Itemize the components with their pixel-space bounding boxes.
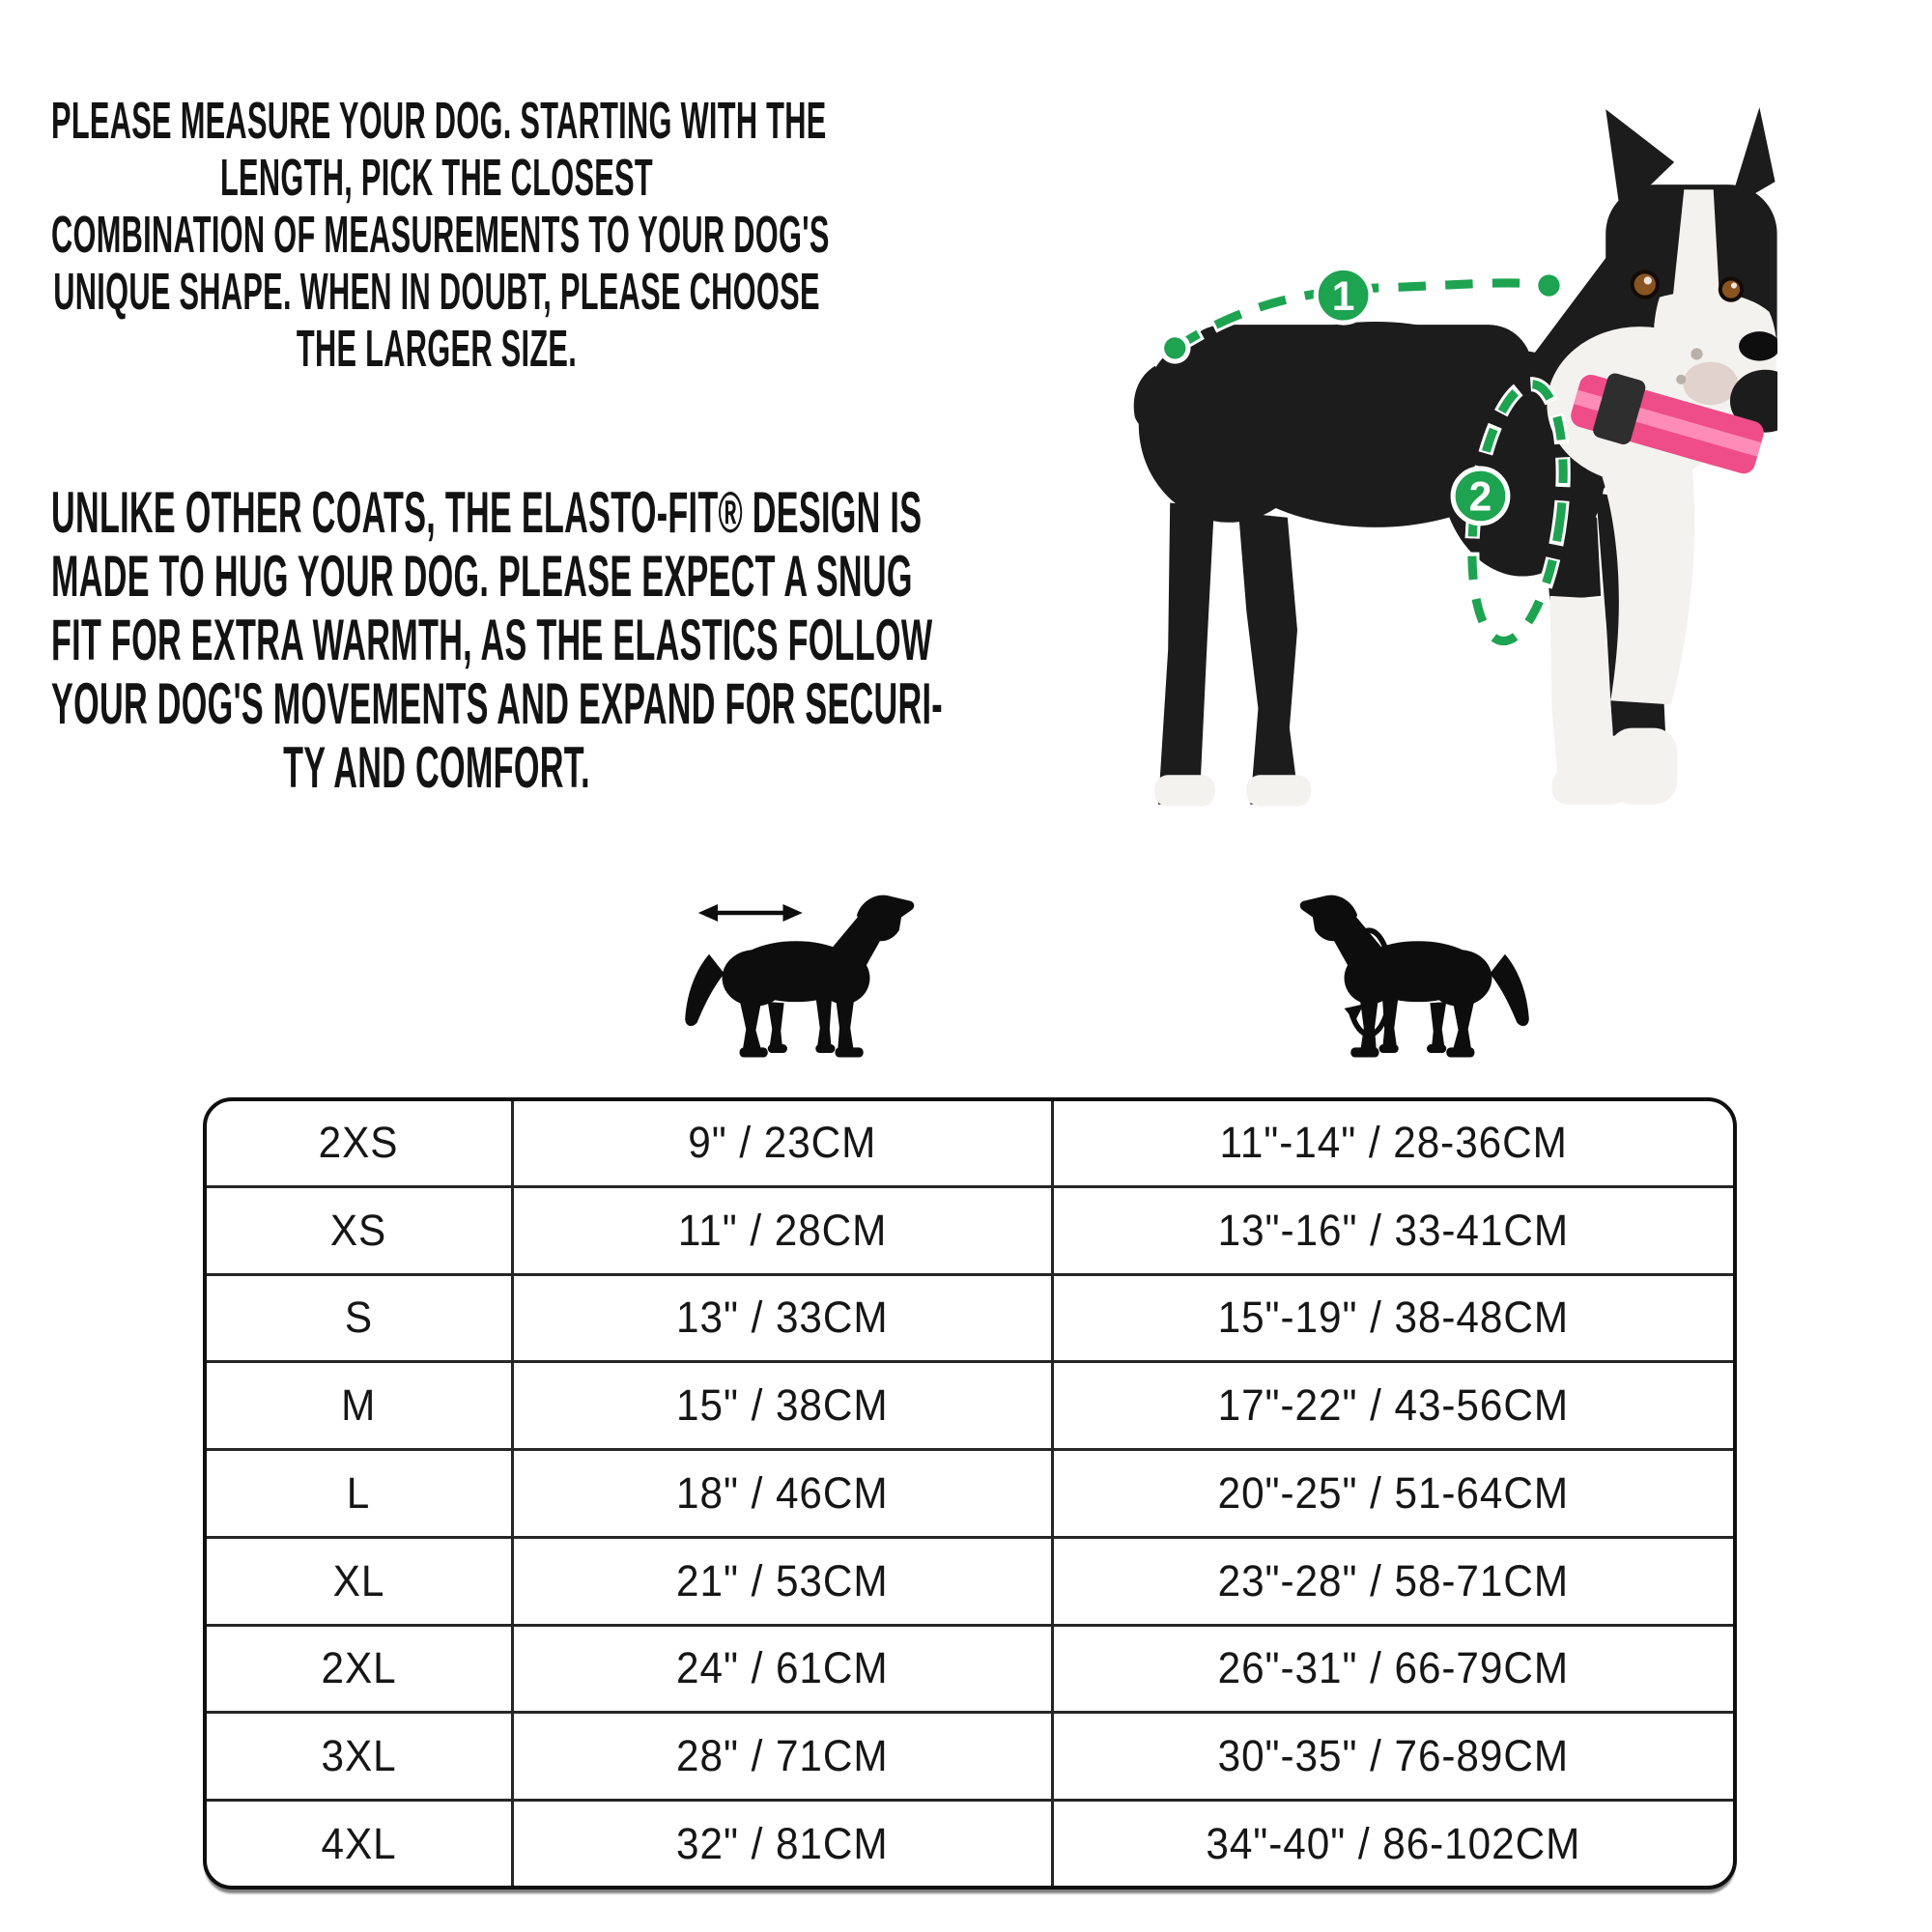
- length-cell: 13" / 33CM: [512, 1274, 1052, 1362]
- girth-cell: 30"-35" / 76-89CM: [1052, 1713, 1733, 1801]
- dog-measurement-photo: [1111, 101, 1777, 826]
- muzzle-spot: [1690, 348, 1702, 359]
- measure-badge-2: [1453, 469, 1508, 524]
- muzzle-spot: [1676, 375, 1686, 384]
- size-row-3xl: [207, 1713, 1733, 1801]
- line-end-dot: [1164, 337, 1185, 358]
- length-cell: 28" / 71CM: [512, 1713, 1052, 1801]
- length-cell: 24" / 61CM: [512, 1625, 1052, 1713]
- size-cell: 3XL: [207, 1713, 512, 1801]
- instruction-line: PLEASE MEASURE YOUR DOG. STARTING WITH THE: [51, 92, 827, 150]
- girth-cell: 23"-28" / 58-71CM: [1052, 1537, 1733, 1625]
- note-line: YOUR DOG'S MOVEMENTS AND EXPAND FOR SECURI-: [51, 671, 943, 736]
- instruction-line: THE LARGER SIZE.: [296, 320, 578, 378]
- length-cell: 9" / 23CM: [512, 1101, 1052, 1186]
- line-end-dot: [1538, 274, 1559, 296]
- badge-2-number: 2: [1468, 473, 1492, 521]
- dog-girth-icon: [1296, 869, 1540, 1070]
- instruction-line: LENGTH, PICK THE CLOSEST: [219, 149, 654, 207]
- measure-badge-1: [1316, 268, 1371, 323]
- length-cell: 18" / 46CM: [512, 1450, 1052, 1538]
- size-row-2xl: [207, 1625, 1733, 1713]
- girth-cell: 26"-31" / 66-79CM: [1052, 1625, 1733, 1713]
- length-arrow: [698, 904, 803, 922]
- size-cell: XS: [207, 1186, 512, 1274]
- size-row-xl: [207, 1537, 1733, 1625]
- girth-cell: 17"-22" / 43-56CM: [1052, 1362, 1733, 1450]
- instruction-line: UNIQUE SHAPE. WHEN IN DOUBT, PLEASE CHOOSE: [53, 263, 820, 321]
- size-row-xs: [207, 1186, 1733, 1274]
- note-line: TY AND COMFORT.: [283, 735, 590, 800]
- size-chart-table: [207, 1101, 1733, 1886]
- note-line: MADE TO HUG YOUR DOG. PLEASE EXPECT A SNUG: [51, 544, 913, 609]
- length-cell: 21" / 53CM: [512, 1537, 1052, 1625]
- girth-cell: 34"-40" / 86-102CM: [1052, 1801, 1733, 1886]
- size-cell: M: [207, 1362, 512, 1450]
- size-row-2xs: [207, 1101, 1733, 1186]
- size-row-s: [207, 1274, 1733, 1362]
- length-cell: 15" / 38CM: [512, 1362, 1052, 1450]
- size-cell: XL: [207, 1537, 512, 1625]
- measuring-instructions: [51, 92, 830, 378]
- boston-terrier-photo-illustration: [1111, 101, 1777, 826]
- length-cell: 11" / 28CM: [512, 1186, 1052, 1274]
- size-cell: 2XL: [207, 1625, 512, 1713]
- girth-cell: 13"-16" / 33-41CM: [1052, 1186, 1733, 1274]
- size-cell: L: [207, 1450, 512, 1538]
- badge-1-number: 1: [1331, 272, 1355, 320]
- size-cell: 2XS: [207, 1101, 512, 1186]
- size-row-m: [207, 1362, 1733, 1450]
- size-cell: S: [207, 1274, 512, 1362]
- muzzle-patch: [1683, 362, 1738, 406]
- chest-girth-icon: [1296, 869, 1540, 1070]
- note-line: UNLIKE OTHER COATS, THE ELASTO-FIT® DESIGN IS: [51, 480, 923, 545]
- girth-cell: 11"-14" / 28-36CM: [1052, 1101, 1733, 1186]
- instruction-line: COMBINATION OF MEASUREMENTS TO YOUR DOG'S: [51, 206, 830, 264]
- dog-length-icon: [674, 869, 918, 1070]
- size-row-4xl: [207, 1801, 1733, 1886]
- size-cell: 4XL: [207, 1801, 512, 1886]
- note-line: FIT FOR EXTRA WARMTH, AS THE ELASTICS FOLLOW: [51, 608, 933, 672]
- elasto-fit-note: [51, 480, 943, 800]
- size-chart-table-container: [203, 1097, 1737, 1889]
- girth-cell: 15"-19" / 38-48CM: [1052, 1274, 1733, 1362]
- size-row-l: [207, 1450, 1733, 1538]
- length-cell: 32" / 81CM: [512, 1801, 1052, 1886]
- back-length-icon: [674, 869, 918, 1070]
- girth-cell: 20"-25" / 51-64CM: [1052, 1450, 1733, 1538]
